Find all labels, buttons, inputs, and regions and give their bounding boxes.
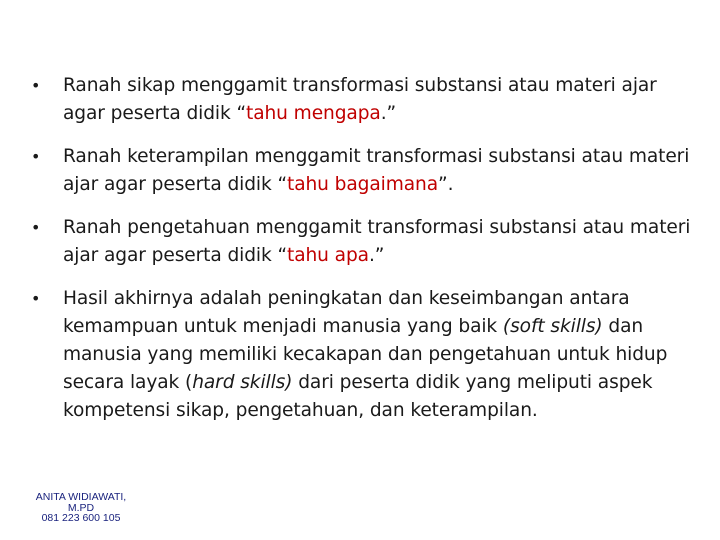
bullet-item-keterampilan	[30, 143, 700, 199]
bullet-item-sikap	[30, 72, 700, 128]
bullet-marker: •	[31, 218, 41, 237]
bullet-text-part: Ranah pengetahuan menggamit transformasi substansi atau materi ajar agar peserta didik “	[63, 217, 691, 266]
bullet-text-part: ”.	[438, 174, 454, 195]
highlighted-phrase: tahu mengapa	[246, 103, 381, 124]
bullet-item-hasil	[30, 285, 700, 425]
bullet-text-part: Ranah sikap menggamit transformasi substansi atau materi ajar agar peserta didik “	[63, 75, 657, 124]
author-degree: M.PD	[67, 501, 95, 514]
author-phone: 081 223 600 105	[41, 512, 121, 524]
bullet-item-pengetahuan	[30, 214, 700, 270]
bullet-marker: •	[31, 289, 41, 308]
bullet-text-part: dari peserta didik yang meliputi aspek kompetensi sikap, pengetahuan, dan keterampilan.	[63, 372, 653, 421]
italic-phrase: (soft skills)	[502, 316, 603, 337]
author-name: ANITA WIDIAWATI,	[35, 491, 127, 503]
bullet-text-part: .”	[368, 245, 385, 266]
bullet-text-part: Ranah keterampilan menggamit transformasi substansi atau materi ajar agar peserta didik “	[63, 146, 690, 195]
bullet-marker: •	[31, 147, 41, 166]
highlighted-phrase: tahu apa	[287, 245, 369, 266]
highlighted-phrase: tahu bagaimana	[287, 174, 439, 195]
bullet-text-part: .”	[380, 103, 397, 124]
bullet-text-part: Hasil akhirnya adalah peningkatan dan keseimbangan antara kemampuan untuk menjadi manusia yang baik	[63, 288, 630, 337]
italic-phrase: hard skills)	[192, 372, 293, 393]
author-credit	[28, 492, 134, 524]
bullet-list	[30, 72, 700, 440]
bullet-marker: •	[31, 76, 41, 95]
bullet-text-part: dan manusia yang memiliki kecakapan dan pengetahuan untuk hidup secara layak (	[63, 316, 668, 393]
